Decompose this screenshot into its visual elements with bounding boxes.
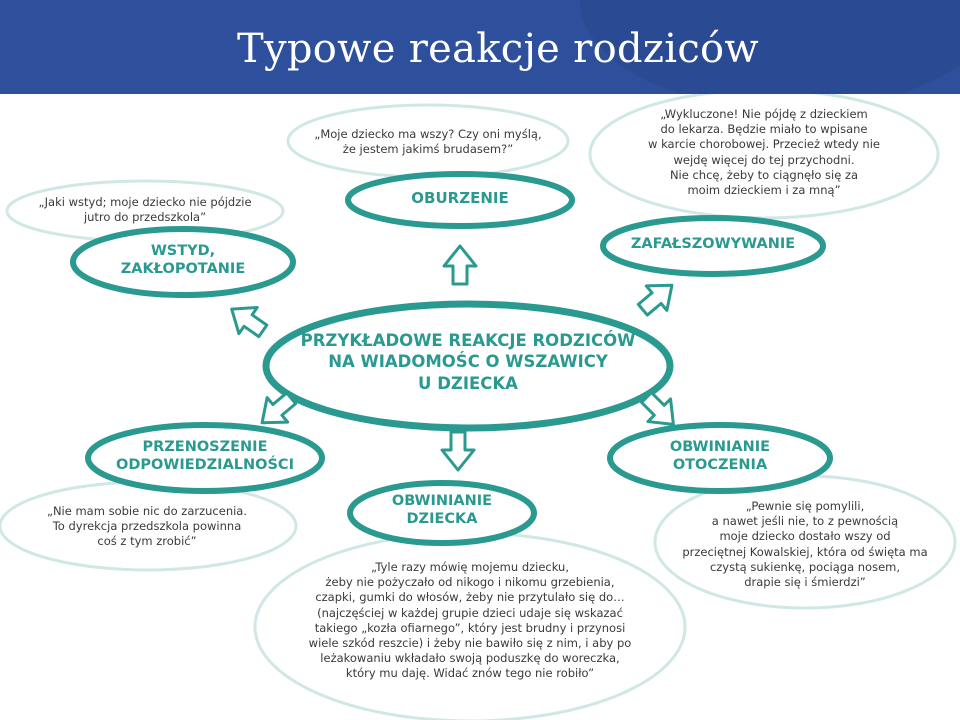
quote-obwinianie-dziecka: „Tyle razy mówię mojemu dziecku, żeby nie pożyczało od nikogo i nikomu grzebienia, czapki, gumki do włosów, żeby nie przytulało się do… (najczęściej w każdej grupie dzieci udaje się wskazać takiego „kozła ofiarnego”, który jest brudny i przynosi wiele szkód reszcie) i żeby nie bawiło się z nim, i aby po leżakowaniu wkładało swoją poduszkę do woreczka, który mu daję. Widać znów tego nie robiło” <box>308 560 632 681</box>
quote-obwinianie-otoczenia: „Pewnie się pomylili, a nawet jeśli nie, to z pewnością moje dziecko dostało wszy od przeciętnej Kowalskiej, która od święta ma czystą sukienkę, pociąga nosem, drapie się i śmierdzi” <box>682 499 928 589</box>
quote-wstyd: „Jaki wstyd; moje dziecko nie pójdzie jutro do przedszkola” <box>38 195 252 225</box>
node-label-przenoszenie: PRZENOSZENIE ODPOWIEDZIALNOŚCI <box>116 439 294 474</box>
diagram-labels <box>0 94 960 720</box>
header-bar <box>0 0 960 94</box>
quote-przenoszenie: „Nie mam sobie nic do zarzucenia. To dyrekcja przedszkola powinna coś z tym zrobić” <box>46 504 248 549</box>
node-label-wstyd: WSTYD, ZAKŁOPOTANIE <box>120 243 246 278</box>
page-title: Typowe reakcje rodziców <box>237 26 759 72</box>
node-label-obwinianie-otoczenia: OBWINIANIE OTOCZENIA <box>669 439 771 474</box>
node-label-zafalszowywanie: ZAFAŁSZOWYWANIE <box>630 236 796 252</box>
node-label-oburzenie: OBURZENIE <box>411 189 509 207</box>
quote-oburzenie: „Moje dziecko ma wszy? Czy oni myślą, że jestem jakimś brudasem?” <box>314 127 542 157</box>
quote-zafalszowywanie: „Wykluczone! Nie pójdę z dzieckiem do lekarza. Będzie miało to wpisane w karcie chorobowej. Przecież wtedy nie wejdę więcej do tej przychodni. Nie chcę, żeby to ciągnęło się za moim dzieckiem i za mną” <box>648 107 880 197</box>
node-label-obwinianie-dziecka: OBWINIANIE DZIECKA <box>391 493 493 528</box>
center-label: PRZYKŁADOWE REAKCJE RODZICÓW NA WIADOMOŚC O WSZAWICY U DZIECKA <box>300 331 636 393</box>
